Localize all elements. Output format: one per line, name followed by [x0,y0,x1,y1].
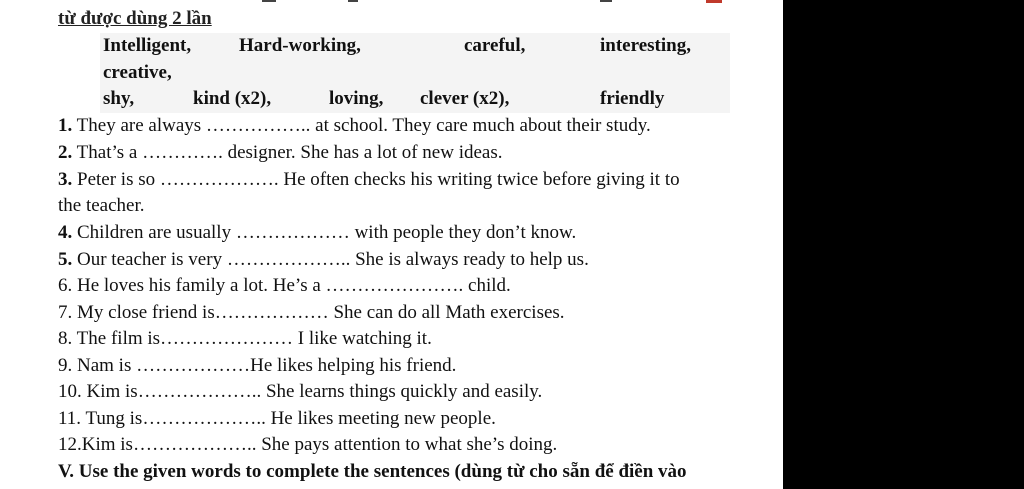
exercise-sentence: 3. Peter is so ………………. He often checks his writing twice before giving it to [58,169,680,190]
exercise-sentence: 5. Our teacher is very ……………….. She is always ready to help us. [58,249,589,270]
exercise-sentence: 12.Kim is……………….. She pays attention to what she’s doing. [58,434,558,455]
word-option: interesting, [600,35,691,56]
exercise-sentence: 4. Children are usually ……………… with people they don’t know. [58,222,577,243]
instruction-title: từ được dùng 2 lần [58,8,212,29]
exercise-sentence: 9. Nam is ………………He likes helping his friend. [58,355,457,376]
word-option: creative, [103,62,172,83]
word-option: clever (x2), [420,88,510,109]
word-option: shy, [103,88,135,109]
word-option: Intelligent, [103,35,192,56]
exercise-sentence: 2. That’s a …………. designer. She has a lot of new ideas. [58,142,503,163]
section-v-heading: V. Use the given words to complete the sentences (dùng từ cho sẵn để điền vào [58,461,687,482]
word-option: friendly [600,88,665,109]
word-option: Hard-working, [239,35,361,56]
black-margin [783,0,1024,489]
exercise-sentence: 7. My close friend is……………… She can do all Math exercises. [58,302,565,323]
exercise-sentence: 1. They are always …………….. at school. They care much about their study. [58,115,651,136]
red-underline-mark [706,0,722,3]
cropped-text-fragment [348,0,358,2]
word-option: careful, [464,35,526,56]
exercise-sentence: 8. The film is………………… I like watching it. [58,328,432,349]
cropped-text-fragment [262,0,276,2]
exercise-sentence: 11. Tung is……………….. He likes meeting new people. [58,408,496,429]
word-option: kind (x2), [193,88,272,109]
word-option: loving, [329,88,384,109]
exercise-sentence: 10. Kim is……………….. She learns things quickly and easily. [58,381,543,402]
exercise-sentence: 6. He loves his family a lot. He’s a …………………. child. [58,275,511,296]
exercise-sentence-continuation: the teacher. [58,195,145,216]
cropped-text-fragment [600,0,612,2]
